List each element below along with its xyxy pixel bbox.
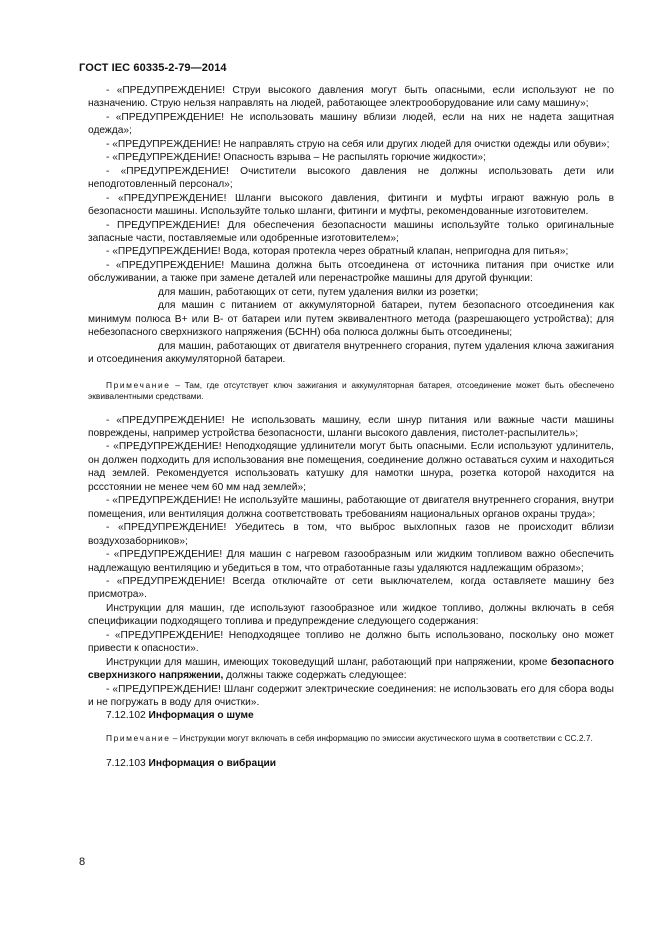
hose-text-pre: Инструкции для машин, имеющих токоведущий шланг, работающий при напряжении, кроме	[106, 656, 551, 668]
warning-paragraph: - «ПРЕДУПРЕЖДЕНИЕ! Опасность взрыва – Не распылять горючие жидкости»;	[106, 152, 486, 164]
warning-paragraph: - «ПРЕДУПРЕЖДЕНИЕ! Вода, которая протекла через обратный клапан, непригодна для питья»;	[106, 246, 569, 258]
note-paragraph	[88, 733, 614, 744]
disconnect-method-item: для машин, работающих от двигателя внутреннего сгорания, путем удаления ключа зажигания и отсоединения аккумуляторной батареи.	[88, 340, 614, 366]
warning-paragraph: - «ПРЕДУПРЕЖДЕНИЕ! Не используйте машины, работающие от двигателя внутреннего сгорания, внутри помещения, или вентиляция должна соответствовать требованиям национальных органов охраны труда»;	[88, 495, 614, 520]
instruction-paragraph	[88, 656, 614, 683]
warning-paragraph: - «ПРЕДУПРЕЖДЕНИЕ! Струи высокого давления могут быть опасными, если используют не по назначению. Струю нельзя направлять на людей, работающее электрооборудование или саму машину»;	[88, 85, 614, 110]
warning-paragraph: - «ПРЕДУПРЕЖДЕНИЕ! Машина должна быть отсоединена от источника питания при очистке или обслуживании, а также при замене деталей или перенастройке машины для другой функции:	[88, 259, 614, 285]
section-title: Информация о шуме	[148, 710, 254, 722]
warning-paragraph: - «ПРЕДУПРЕЖДЕНИЕ! Неподходящее топливо не должно быть использовано, поскольку оно может привести к опасности».	[88, 629, 614, 655]
warning-paragraph: - «ПРЕДУПРЕЖДЕНИЕ! Для машин с нагревом газообразным или жидким топливом важно обеспечить надлежащую вентиляцию и убедиться в том, что отработанные газы удаляются надлежащим образом»;	[88, 549, 614, 574]
section-number: 7.12.102	[106, 710, 149, 722]
disconnect-method-item: для машин, работающих от сети, путем удаления вилки из розетки;	[158, 286, 479, 298]
instruction-paragraph: Инструкции для машин, где используют газообразное или жидкое топливо, должны включать в себя спецификации подходящего топлива и предупреждение следующего содержания:	[88, 602, 614, 628]
warning-paragraph: - «ПРЕДУПРЕЖДЕНИЕ! Не использовать машину вблизи людей, если на них не надета защитная одежда»;	[88, 111, 614, 137]
hose-text-post: должны также содержать следующее:	[223, 670, 407, 682]
disconnect-method-item: для машин с питанием от аккумуляторной батареи, путем безопасного отсоединения как минимум полюса B+ или B- от батареи или путем эквивалентного метода (разрешающего устройства); для небезопасного сверхнизкого напряжения (БСНН) оба полюса должны быть отсоединены;	[88, 300, 614, 339]
note-text: – Инструкции могут включать в себя информацию по эмиссии акустического шума в соответствии с СС.2.7.	[170, 732, 593, 743]
hose-text-bold: безопасного сверхнизкого напряжении,	[88, 656, 614, 682]
warning-paragraph: - «ПРЕДУПРЕЖДЕНИЕ! Очистители высокого давления не должны использовать дети или неподготовленный персонал»;	[88, 165, 614, 191]
warning-paragraph: - «ПРЕДУПРЕЖДЕНИЕ! Шланг содержит электрические соединения: не использовать его для сбора воды и не погружать в воду для очистки».	[88, 683, 614, 709]
warning-paragraph: - «ПРЕДУПРЕЖДЕНИЕ! Не использовать машину, если шнур питания или важные части машины повреждены, например устройства безопасности, шланги высокого давления, пистолет-распылитель»;	[88, 414, 614, 439]
warning-paragraph: - «ПРЕДУПРЕЖДЕНИЕ! Неподходящие удлинители могут быть опасными. Если используют удлинитель, он должен подходить для использования вне помещения, соединение должно оставаться сухим и находиться над землей. Рекомендуется использовать катушку для намотки шнура, розетка которой находится на рссстоянии не менее чем 60 мм над землей»;	[88, 441, 614, 493]
page-body	[88, 84, 614, 770]
note-text: – Там, где отсутствует ключ зажигания и аккумуляторная батарея, отсоединение может быть обеспечено эквивалентными средствами.	[88, 379, 614, 401]
section-heading-103	[88, 757, 614, 770]
warning-paragraph: - «ПРЕДУПРЕЖДЕНИЕ! Шланги высокого давления, фитинги и муфты играют важную роль в безопасности машины. Используйте только шланги, фитинги и муфты, рекомендованные изготовителем.	[88, 192, 614, 218]
note-label: Примечание	[106, 379, 171, 390]
note-label: Примечание	[106, 732, 171, 743]
page-number: 8	[79, 856, 86, 868]
warning-paragraph: - «ПРЕДУПРЕЖДЕНИЕ! Убедитесь в том, что выброс выхлопных газов не происходит вблизи воздухозаборников»;	[88, 522, 614, 547]
warning-paragraph: - «ПРЕДУПРЕЖДЕНИЕ! Не направлять струю на себя или других людей для очистки одежды или обуви»;	[106, 138, 610, 150]
warning-paragraph: - ПРЕДУПРЕЖДЕНИЕ! Для обеспечения безопасности машины используйте только оригинальные запасные части, поставляемые или одобренные изготовителем»;	[88, 219, 614, 244]
document-header: ГОСТ IEC 60335-2-79—2014	[79, 62, 227, 74]
section-number: 7.12.103	[106, 757, 149, 769]
warning-paragraph: - «ПРЕДУПРЕЖДЕНИЕ! Всегда отключайте от сети выключателем, когда оставляете машину без присмотра».	[88, 575, 614, 601]
section-title: Информация о вибрации	[148, 757, 276, 769]
section-heading-102	[88, 709, 614, 722]
note-paragraph	[88, 380, 614, 402]
